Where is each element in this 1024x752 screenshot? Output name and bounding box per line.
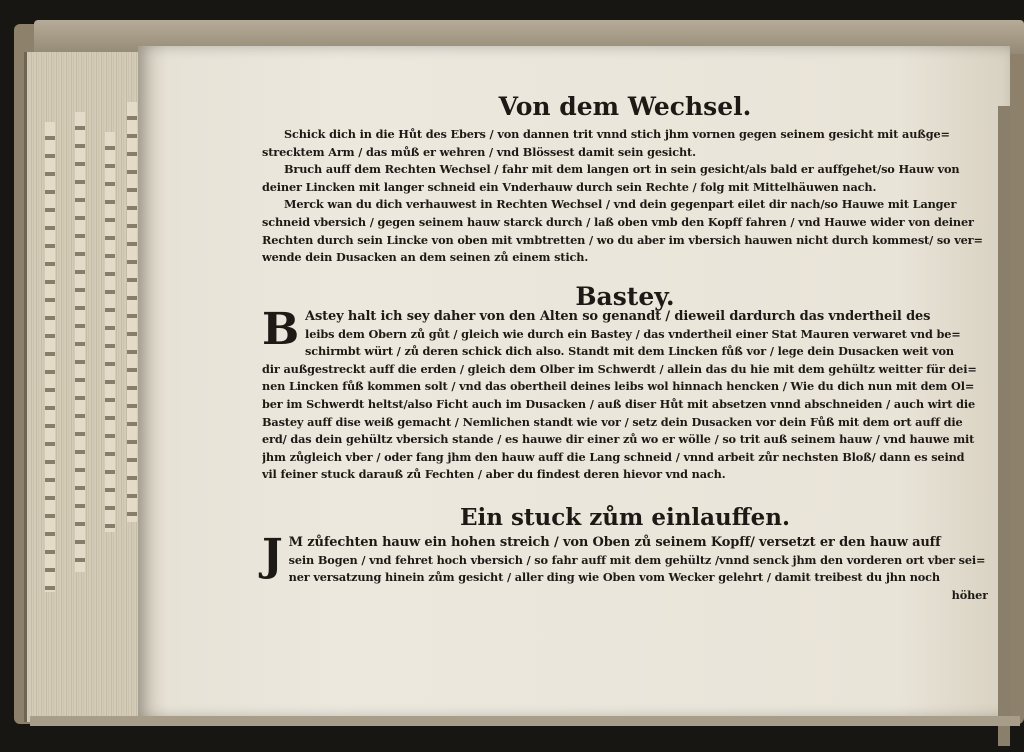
text-line: Rechten durch sein Lincke von oben mit vmbtretten / wo du aber im vbersich hauwen nicht durch kommest/ so ver=	[262, 232, 983, 247]
text-line: erd/ das dein gehültz vbersich stande / es hauwe dir einer zů wo er wölle / so trit auß seinem hauw / vnd hauwe mit	[262, 432, 975, 447]
thumb-tabs-inner	[127, 102, 137, 522]
drop-cap-b: B	[262, 304, 300, 355]
text-line: schirmbt würt / zů deren schick dich also. Standt mit dem Lincken fůß vor / lege dein Dusacken weit von	[305, 344, 954, 359]
text-line: schneid vbersich / gegen seinem hauw starck durch / laß oben vmb den Kopff fahren / vnd Hauwe wider von deiner	[262, 214, 974, 229]
paragraph-bastey	[262, 304, 988, 484]
text-line: Schick dich in die Hůt des Ebers / von dannen trit vnnd stich jhm vornen gegen seinem gesicht mit außge=	[284, 127, 950, 141]
text-line: jhm zůgleich vber / oder fang jhm den hauw auff die Lang schneid / vnnd arbeit zůr nechsten Bloß/ dann es seind	[262, 449, 965, 464]
page-edge-right	[998, 106, 1010, 746]
book-bottom-edge	[30, 716, 1020, 726]
text-line: ber im Schwerdt heltst/also Ficht auch im Dusacken / auß diser Hůt mit absetzen vnnd abschneiden / auch wirt die	[262, 396, 976, 411]
catchword: höher	[951, 587, 988, 602]
text-line: Bruch auff dem Rechten Wechsel / fahr mit dem langen ort in sein gesicht/als bald er auffgehet/so Hauw von	[284, 162, 960, 177]
page-stack	[24, 52, 145, 722]
text-line: dir außgestreckt auff die erden / gleich dem Olber im Schwerdt / allein das du hie mit dem gehültz weitter für dei=	[262, 361, 977, 376]
section-heading-wechsel: Von dem Wechsel.	[498, 92, 752, 121]
paragraph-einlauffen	[262, 530, 988, 604]
text-line: vil feiner stuck darauß zů Fechten / aber du findest deren hievor vnd nach.	[262, 467, 726, 482]
section-heading-bastey: Bastey.	[575, 282, 675, 311]
text-line: deiner Lincken mit langer schneid ein Vnderhauw durch sein Rechte / folg mit Mittelhäuwen nach.	[262, 179, 877, 194]
text-line: Astey halt ich sey daher von den Alten so genandt / dieweil dardurch das vndertheil des	[305, 309, 931, 324]
text-line: Bastey auff dise weiß gemacht / Nemlichen standt wie vor / setz dein Dusacken vor dein Fůß mit dem ort auff die	[262, 414, 963, 429]
text-line: wende dein Dusacken an dem seinen zů einem stich.	[262, 250, 589, 265]
text-line: strecktem Arm / das můß er wehren / vnd Blössest damit sein gesicht.	[262, 144, 696, 159]
text-line: sein Bogen / vnd fehret hoch vbersich / so fahr auff mit dem gehültz /vnnd senck jhm den vorderen ort vber sei=	[288, 552, 986, 567]
thumb-tabs-middle	[75, 112, 85, 572]
text-line: ner versatzung hinein zům gesicht / aller ding wie Oben vom Wecker gelehrt / damit treibest du jhn noch	[288, 570, 940, 585]
text-line: M zůfechten hauw ein hohen streich / von Oben zů seinem Kopff/ versetzt er den hauw auff	[288, 535, 941, 550]
text-line: nen Lincken fůß kommen solt / vnd das obertheil deines leibs wol hinnach hencken / Wie du dich nun mit dem Ol=	[262, 379, 975, 394]
drop-cap-j: J	[262, 530, 283, 581]
section-heading-einlauffen: Ein stuck zům einlauffen.	[459, 504, 791, 531]
thumb-tabs-left	[45, 122, 55, 592]
text-line: Merck wan du dich verhauwest in Rechten Wechsel / vnd dein gegenpart eilet dir nach/so Hauwe mit Langer	[284, 197, 957, 212]
paragraph-wechsel	[262, 126, 988, 267]
text-line: leibs dem Obern zů gůt / gleich wie durch ein Bastey / das vndertheil einer Stat Mauren verwaret vnd be=	[305, 326, 961, 341]
thumb-tabs-right	[105, 132, 115, 532]
